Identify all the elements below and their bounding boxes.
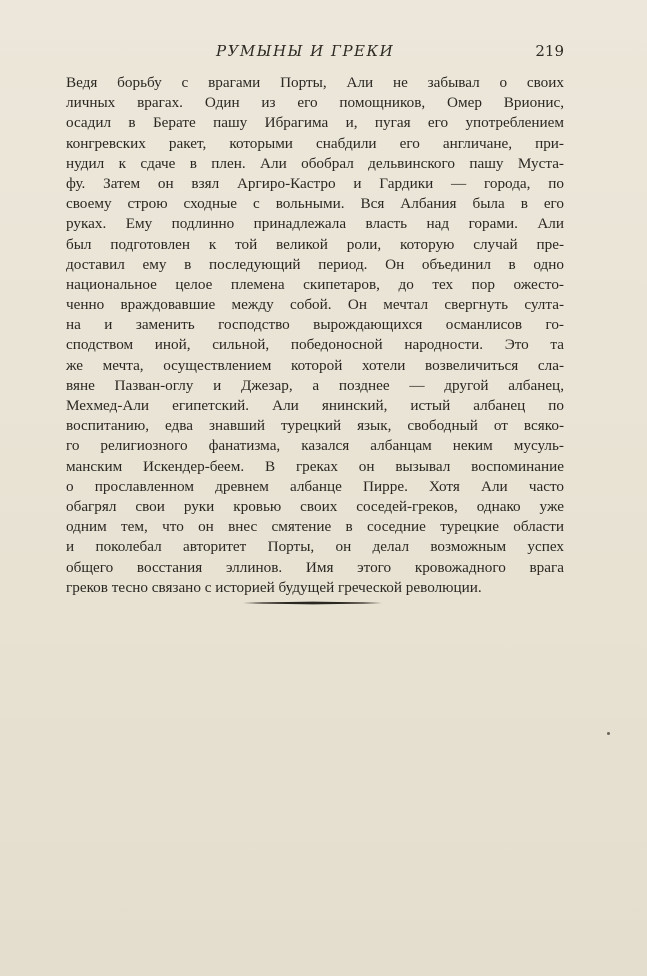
text-line: осадил в Берате пашу Ибрагима и, пугая его употреблением [66,114,564,132]
text-line: греков тесно связано с историей будущей греческой революции. [66,578,482,596]
text-line: вяне Пазван-оглу и Джезар, а позднее — другой албанец, [66,376,564,394]
text-line: руках. Ему подлинно принадлежала власть над горами. Али [66,215,564,233]
running-title: РУМЫНЫ И ГРЕКИ [216,42,395,60]
text-line: же мечта, осуществлением которой хотели возвеличиться сла- [66,356,564,374]
text-line: о прославленном древнем албанце Пирре. Хотя Али часто [66,477,564,495]
text-line: общего восстания эллинов. Имя этого кровожадного врага [66,558,564,576]
running-head [66,42,564,64]
body-text [66,73,564,598]
text-line: был подготовлен к той великой роли, которую случай пре- [66,235,564,253]
text-line: манским Искендер-беем. В греках он вызывал воспоминание [66,457,564,475]
text-line: сподством иной, сильной, победоносной народности. Это та [66,336,564,354]
text-line: обагрял свои руки кровью своих соседей-греков, однако уже [66,497,564,515]
text-line: и поколебал авторитет Порты, он делал возможным успех [66,538,564,556]
text-line: Мехмед-Али египетский. Али янинский, истый албанец по [66,397,564,414]
text-line: Ведя борьбу с врагами Порты, Али не забывал о своих [66,74,564,91]
text-line: воспитанию, едва знавший турецкий язык, свободный от всяко- [66,417,564,435]
paper-speck [607,732,610,735]
text-line: фу. Затем он взял Аргиро-Кастро и Гардики — города, по [66,174,564,192]
text-line: нудил к сдаче в плен. Али обобрал дельвинского пашу Муста- [66,154,564,172]
text-line: на и заменить господство вырождающихся османлисов го- [66,316,564,334]
page-number: 219 [535,42,564,60]
text-line: одним тем, что он внес смятение в соседние турецкие области [66,518,564,536]
text-line: личных врагах. Один из его помощников, Омер Врионис, [66,94,564,112]
text-line: своему строю сходные с вольными. Вся Албания была в его [66,195,564,213]
ornamental-rule-icon [243,601,383,605]
text-line: доставил ему в последующий период. Он объединил в одно [66,255,564,273]
text-line: национальное целое племена скипетаров, до тех пор ожесто- [66,275,564,293]
text-line: ченно враждовавшие между собой. Он мечтал свергнуть султа- [66,296,564,314]
text-line: го религиозного фанатизма, казался албанцам неким мусуль- [66,437,564,455]
text-line: конгревских ракет, которыми снабдили его англичане, при- [66,134,564,152]
section-end-rule [243,601,383,605]
